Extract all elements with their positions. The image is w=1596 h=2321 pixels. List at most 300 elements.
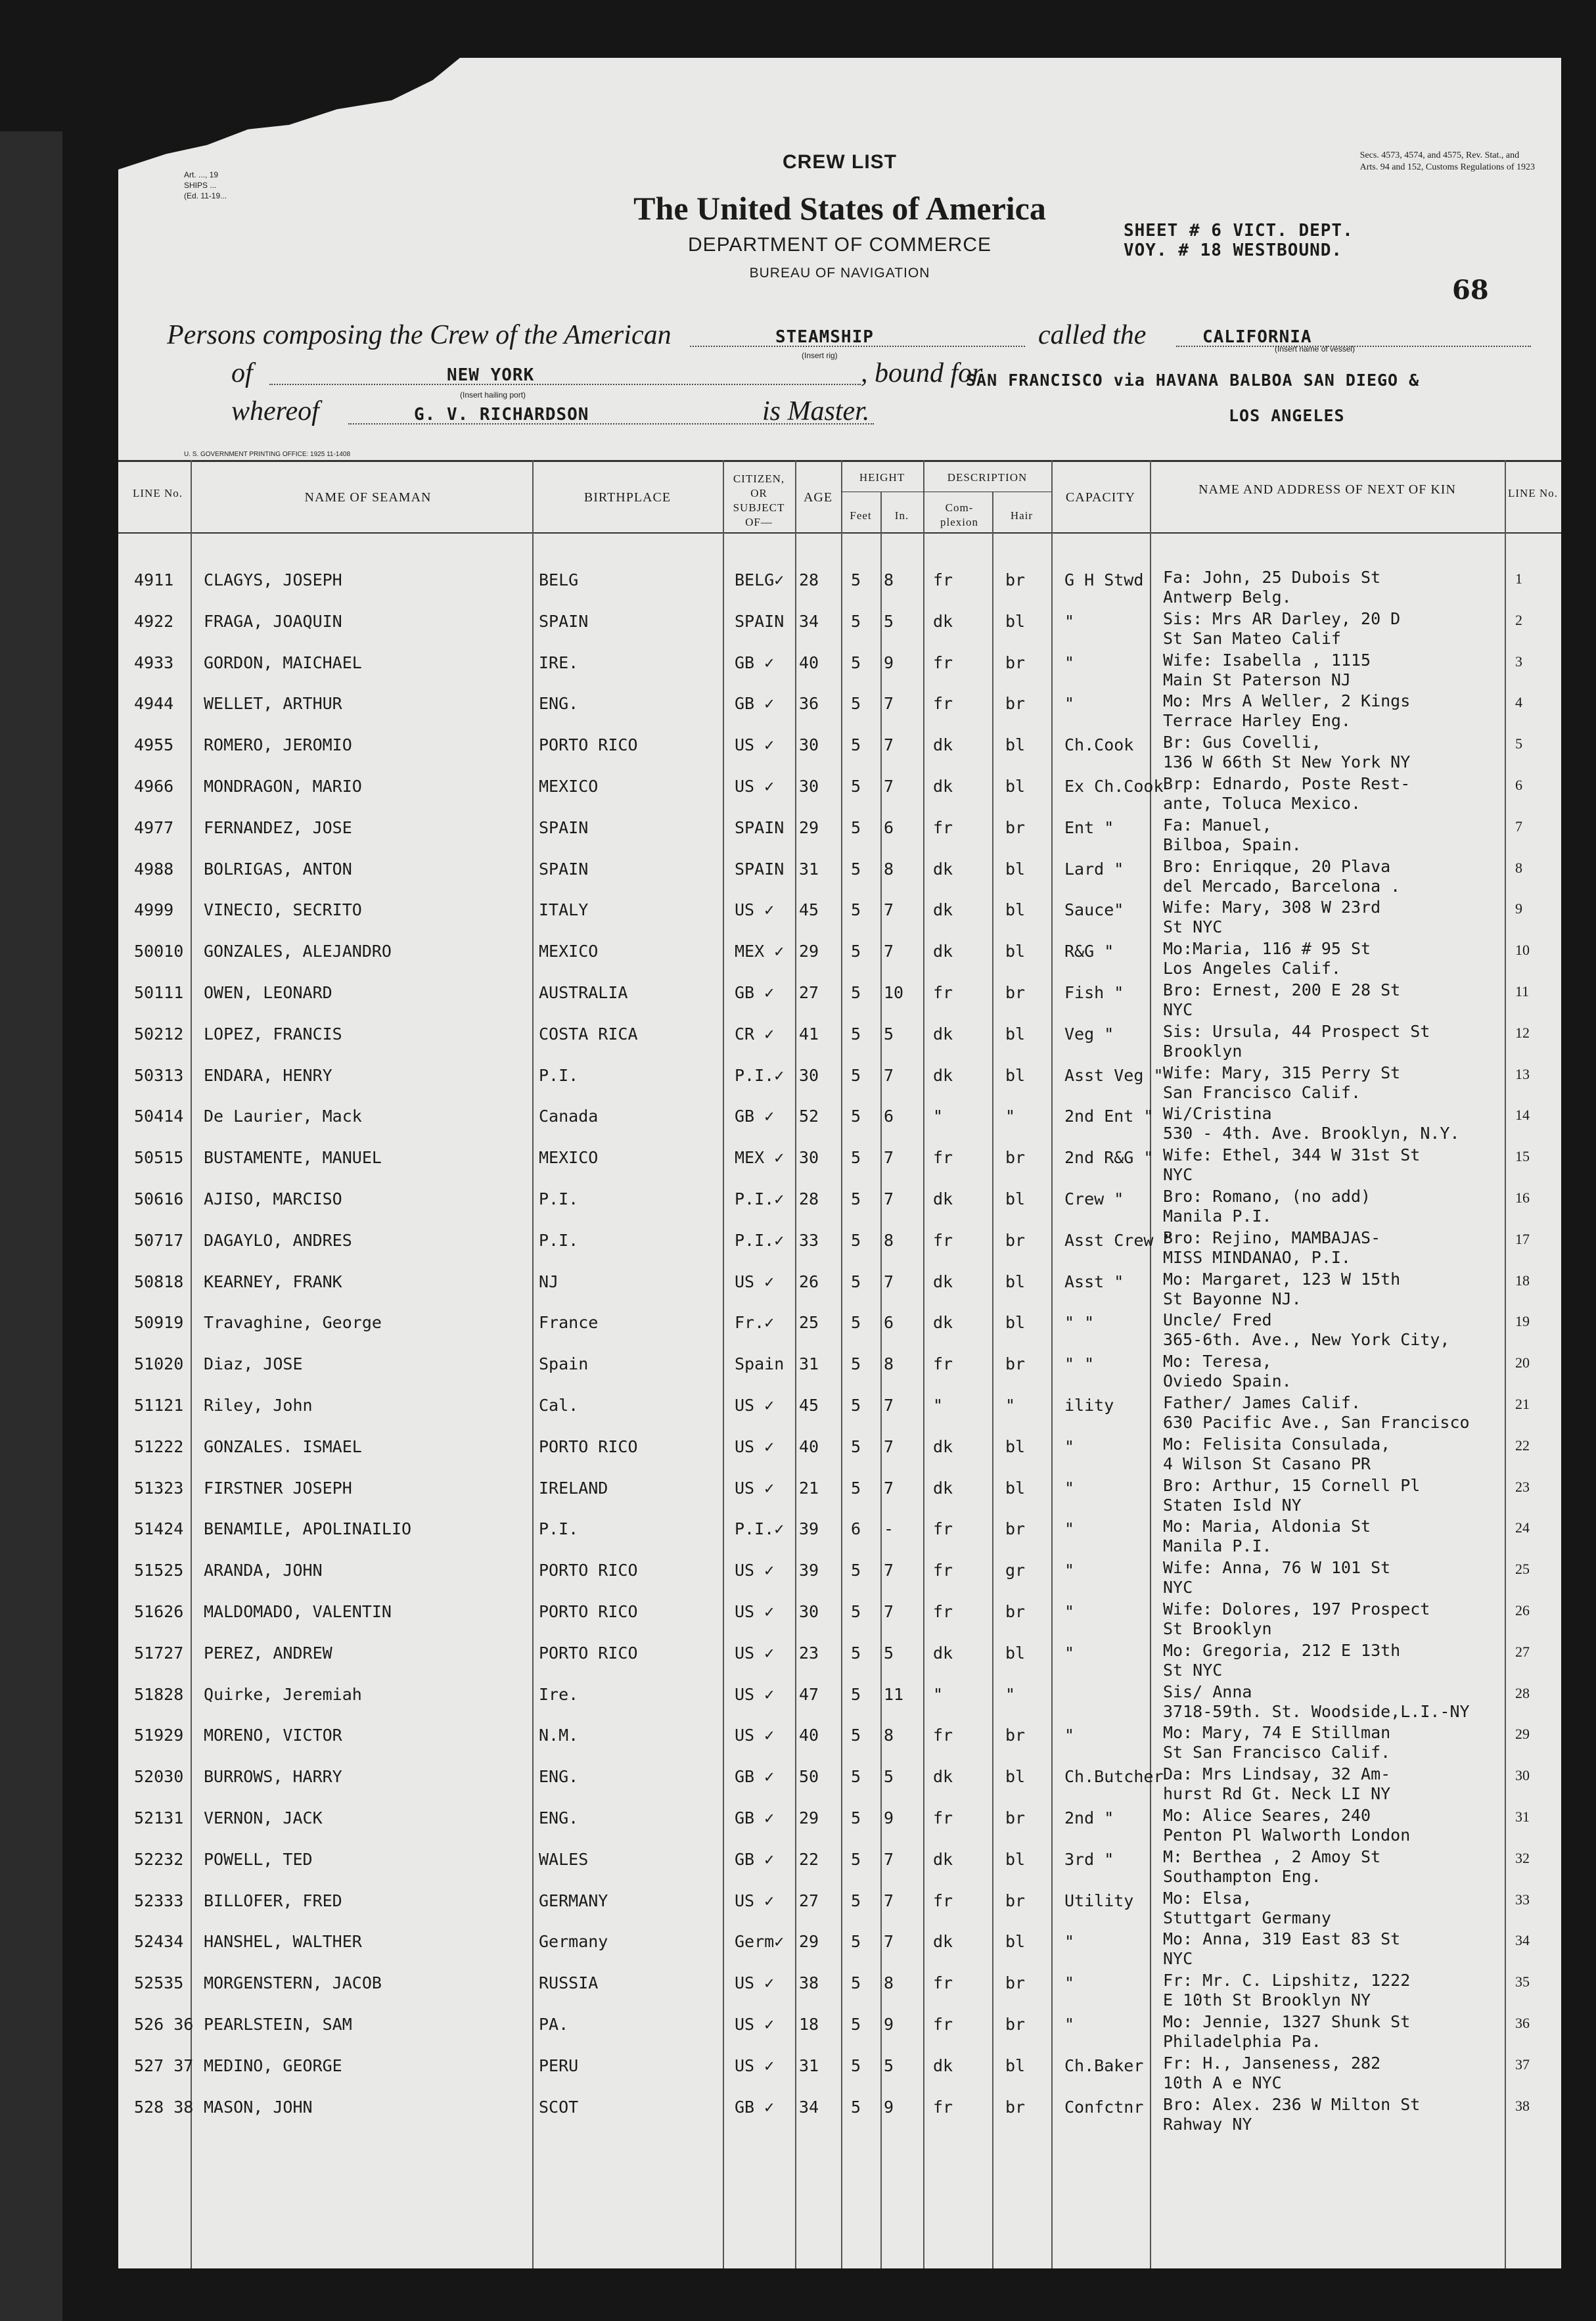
hair: br — [1005, 1519, 1026, 1539]
line-number: 50212 — [134, 1024, 184, 1044]
birthplace: SCOT — [539, 2097, 579, 2117]
height-feet: 5 — [851, 570, 861, 589]
complexion: fr — [933, 2097, 953, 2117]
hair: bl — [1005, 942, 1026, 961]
complexion: dk — [933, 1436, 953, 1456]
line-number-right: 12 — [1515, 1024, 1530, 1041]
line-number-right: 37 — [1515, 2056, 1530, 2073]
height-inches: 5 — [884, 1767, 894, 1787]
age: 28 — [799, 570, 819, 589]
birthplace: PA. — [539, 2015, 569, 2034]
line-number-right: 6 — [1515, 777, 1522, 793]
capacity: Lard " — [1064, 859, 1124, 879]
vessel-value: CALIFORNIA — [1202, 327, 1312, 347]
seaman-name: BENAMILE, APOLINAILIO — [204, 1519, 412, 1539]
line-number-right: 36 — [1515, 2015, 1530, 2031]
line-number: 4988 — [134, 859, 174, 879]
next-of-kin-line: Wife: Mary, 308 W 23rd — [1163, 898, 1381, 917]
table-row — [118, 1021, 1561, 1066]
line-number: 528 38 — [134, 2097, 194, 2117]
next-of-kin-line: Brooklyn — [1163, 1041, 1243, 1061]
hair: bl — [1005, 1643, 1026, 1663]
seaman-name: OWEN, LEONARD — [204, 983, 332, 1002]
capacity: R&G " — [1064, 942, 1114, 961]
next-of-kin — [1163, 651, 1371, 690]
line-number-right: 35 — [1515, 1973, 1530, 1990]
next-of-kin-line: Father/ James Calif. — [1163, 1393, 1361, 1412]
height-feet: 5 — [851, 1189, 861, 1208]
complexion: dk — [933, 1849, 953, 1869]
line-number-right: 3 — [1515, 653, 1522, 670]
height-feet: 5 — [851, 1478, 861, 1498]
line-number: 51222 — [134, 1436, 184, 1456]
seaman-name: MASON, JOHN — [204, 2097, 313, 2117]
seaman-name: BOLRIGAS, ANTON — [204, 859, 352, 879]
next-of-kin-line: 3718-59th. St. Woodside,L.I.-NY — [1163, 1701, 1470, 1721]
seaman-name: MORENO, VICTOR — [204, 1726, 342, 1745]
citizenship: GB ✓ — [735, 983, 775, 1002]
hair: br — [1005, 1973, 1026, 1993]
hair: " — [1005, 1684, 1016, 1704]
next-of-kin-line: Bilboa, Spain. — [1163, 835, 1302, 854]
line-number: 52131 — [134, 1808, 184, 1827]
rig-caption: (Insert rig) — [802, 351, 838, 360]
capacity: " — [1064, 1478, 1075, 1498]
capacity: Ch.Butcher — [1064, 1767, 1164, 1787]
height-inches: 5 — [884, 1024, 894, 1044]
capacity: " — [1064, 1436, 1075, 1456]
capacity: Veg " — [1064, 1024, 1114, 1044]
next-of-kin-line: Antwerp Belg. — [1163, 587, 1292, 607]
table-row — [118, 1189, 1561, 1231]
table-row — [118, 1063, 1561, 1107]
line-number: 4955 — [134, 735, 174, 755]
next-of-kin — [1163, 1393, 1470, 1433]
age: 52 — [799, 1107, 819, 1126]
birthplace: IRE. — [539, 653, 579, 672]
next-of-kin — [1163, 1929, 1400, 1969]
citizenship: US ✓ — [735, 900, 775, 920]
next-of-kin-line: hurst Rd Gt. Neck LI NY — [1163, 1784, 1391, 1804]
age: 34 — [799, 611, 819, 631]
line-number: 526 36 — [134, 2015, 194, 2034]
seaman-name: Travaghine, George — [204, 1313, 382, 1333]
height-feet: 5 — [851, 777, 861, 796]
line-number: 50919 — [134, 1313, 184, 1333]
citizenship: MEX ✓ — [735, 1148, 785, 1168]
citizenship: GB ✓ — [735, 1107, 775, 1126]
age: 31 — [799, 2056, 819, 2075]
height-feet: 5 — [851, 735, 861, 755]
capacity: " — [1064, 611, 1075, 631]
complexion: dk — [933, 1272, 953, 1291]
complexion: fr — [933, 983, 953, 1002]
line-number-right: 20 — [1515, 1354, 1530, 1371]
hair: br — [1005, 2097, 1026, 2117]
height-feet: 5 — [851, 1849, 861, 1869]
next-of-kin-line: ante, Toluca Mexico. — [1163, 794, 1361, 813]
hair: br — [1005, 1354, 1026, 1374]
height-inches: 8 — [884, 570, 894, 589]
of-label: of — [231, 358, 253, 388]
next-of-kin — [1163, 1806, 1410, 1845]
birthplace: MEXICO — [539, 1148, 599, 1168]
next-of-kin-line: Oviedo Spain. — [1163, 1371, 1292, 1391]
height-inches: 5 — [884, 1643, 894, 1663]
next-of-kin-line: M: Berthea , 2 Amoy St — [1163, 1847, 1381, 1866]
persons-label: Persons composing the Crew of the American — [167, 320, 672, 350]
port-value: NEW YORK — [447, 365, 535, 385]
citizenship: US ✓ — [735, 1561, 775, 1580]
table-row — [118, 1519, 1561, 1561]
complexion: fr — [933, 1148, 953, 1168]
col-hair: Hair — [1010, 509, 1034, 522]
capacity: Asst Veg " — [1064, 1065, 1164, 1085]
next-of-kin — [1163, 1352, 1292, 1391]
height-feet: 5 — [851, 900, 861, 920]
next-of-kin — [1163, 2012, 1410, 2052]
age: 21 — [799, 1478, 819, 1498]
capacity: " — [1064, 694, 1075, 714]
complexion: dk — [933, 777, 953, 796]
capacity: " — [1064, 1602, 1075, 1621]
table-row — [118, 1682, 1561, 1726]
next-of-kin-line: Mo: Margaret, 123 W 15th — [1163, 1269, 1401, 1289]
citizenship: US ✓ — [735, 1478, 775, 1498]
height-feet: 5 — [851, 1148, 861, 1168]
table-row — [118, 1929, 1561, 1973]
table-row — [118, 1104, 1561, 1148]
next-of-kin — [1163, 1310, 1450, 1350]
line-number-right: 8 — [1515, 859, 1522, 876]
height-feet: 5 — [851, 1767, 861, 1787]
next-of-kin — [1163, 939, 1371, 978]
birthplace: France — [539, 1313, 599, 1333]
line-number: 50818 — [134, 1272, 184, 1291]
citizenship: P.I.✓ — [735, 1189, 785, 1208]
height-feet: 5 — [851, 611, 861, 631]
birthplace: ENG. — [539, 1767, 579, 1787]
master-label: is Master. — [762, 396, 870, 426]
line-number-right: 32 — [1515, 1849, 1530, 1866]
next-of-kin — [1163, 1599, 1430, 1639]
complexion: dk — [933, 942, 953, 961]
complexion: fr — [933, 570, 953, 589]
line-number: 4911 — [134, 570, 174, 589]
height-inches: 7 — [884, 735, 894, 755]
line-number: 4922 — [134, 611, 174, 631]
line-number-right: 7 — [1515, 817, 1522, 835]
capacity: " — [1064, 1973, 1075, 1993]
capacity: 2nd Ent " — [1064, 1107, 1154, 1126]
next-of-kin-line: Bro: Rejino, MAMBAJAS- — [1163, 1228, 1381, 1247]
country-title: The United States of America — [633, 190, 1046, 227]
rig-value: STEAMSHIP — [775, 327, 874, 347]
seaman-name: WELLET, ARTHUR — [204, 694, 342, 714]
age: 31 — [799, 1354, 819, 1374]
age: 45 — [799, 1396, 819, 1415]
next-of-kin-line: 630 Pacific Ave., San Francisco — [1163, 1413, 1470, 1432]
birthplace: P.I. — [539, 1230, 579, 1250]
line-number: 50010 — [134, 942, 184, 961]
next-of-kin-line: Mo: Mary, 74 E Stillman — [1163, 1723, 1391, 1743]
hair: br — [1005, 2015, 1026, 2034]
table-row — [118, 1269, 1561, 1314]
col-name: NAME OF SEAMAN — [304, 490, 432, 505]
citizenship: CR ✓ — [735, 1024, 775, 1044]
citizenship: US ✓ — [735, 777, 775, 796]
seaman-name: MALDOMADO, VALENTIN — [204, 1602, 392, 1621]
citizenship: US ✓ — [735, 2015, 775, 2034]
birthplace: BELG — [539, 570, 579, 589]
seaman-name: De Laurier, Mack — [204, 1107, 362, 1126]
seaman-name: GORDON, MAICHAEL — [204, 653, 362, 672]
next-of-kin — [1163, 1723, 1390, 1762]
whereof-label: whereof — [231, 396, 319, 426]
capacity: Sauce" — [1064, 900, 1124, 920]
height-feet: 5 — [851, 1602, 861, 1621]
height-feet: 5 — [851, 1808, 861, 1827]
seaman-name: MEDINO, GEORGE — [204, 2056, 342, 2075]
next-of-kin-line: Manila P.I. — [1163, 1206, 1272, 1226]
height-inches: 9 — [884, 1808, 894, 1827]
master-value: G. V. RICHARDSON — [414, 405, 589, 425]
height-feet: 5 — [851, 1973, 861, 1993]
age: 18 — [799, 2015, 819, 2034]
capacity: 3rd " — [1064, 1849, 1114, 1869]
age: 31 — [799, 859, 819, 879]
citizenship: GB ✓ — [735, 2097, 775, 2117]
next-of-kin-line: 10th A e NYC — [1163, 2073, 1282, 2092]
complexion: dk — [933, 1478, 953, 1498]
height-feet: 5 — [851, 1065, 861, 1085]
height-feet: 5 — [851, 1107, 861, 1126]
next-of-kin-line: NYC — [1163, 1000, 1193, 1019]
height-feet: 5 — [851, 1726, 861, 1745]
height-inches: 9 — [884, 653, 894, 672]
height-feet: 5 — [851, 983, 861, 1002]
height-feet: 5 — [851, 1561, 861, 1580]
seaman-name: Diaz, JOSE — [204, 1354, 303, 1374]
complexion: dk — [933, 1932, 953, 1952]
citizenship: SPAIN — [735, 611, 785, 631]
citizenship: US ✓ — [735, 1973, 775, 1993]
next-of-kin-line: St NYC — [1163, 1660, 1223, 1680]
next-of-kin-line: Manila P.I. — [1163, 1536, 1272, 1556]
hair: bl — [1005, 1065, 1026, 1085]
line-number-right: 31 — [1515, 1808, 1530, 1825]
age: 39 — [799, 1561, 819, 1580]
age: 34 — [799, 2097, 819, 2117]
birthplace: PORTO RICO — [539, 1436, 638, 1456]
birthplace: Spain — [539, 1354, 589, 1374]
citizenship: P.I.✓ — [735, 1519, 785, 1539]
height-feet: 5 — [851, 1230, 861, 1250]
next-of-kin-line: 136 W 66th St New York NY — [1163, 752, 1411, 772]
next-of-kin-line: Rahway NY — [1163, 2114, 1252, 2134]
capacity: " — [1064, 1643, 1075, 1663]
next-of-kin-line: Staten Isld NY — [1163, 1495, 1302, 1515]
line-number-right: 26 — [1515, 1602, 1530, 1619]
next-of-kin-line: Southampton Eng. — [1163, 1866, 1321, 1886]
line-number-right: 29 — [1515, 1726, 1530, 1743]
seaman-name: HANSHEL, WALTHER — [204, 1932, 362, 1952]
next-of-kin-line: Mo: Maria, Aldonia St — [1163, 1517, 1371, 1536]
next-of-kin-line: E 10th St Brooklyn NY — [1163, 1990, 1371, 2010]
next-of-kin-line: Fr: Mr. C. Lipshitz, 1222 — [1163, 1971, 1411, 1990]
col-age: AGE — [803, 490, 833, 505]
height-inches: 9 — [884, 2097, 894, 2117]
height-feet: 6 — [851, 1519, 861, 1539]
next-of-kin-line: Wife: Mary, 315 Perry St — [1163, 1063, 1401, 1082]
hair: br — [1005, 1891, 1026, 1910]
age: 29 — [799, 817, 819, 837]
height-feet: 5 — [851, 1396, 861, 1415]
line-number-right: 34 — [1515, 1932, 1530, 1949]
seaman-name: Riley, John — [204, 1396, 313, 1415]
next-of-kin — [1163, 898, 1380, 937]
next-of-kin-line: Fa: Manuel, — [1163, 815, 1272, 835]
line-number: 52434 — [134, 1932, 184, 1952]
seaman-name: VERNON, JACK — [204, 1808, 323, 1827]
next-of-kin — [1163, 1270, 1400, 1309]
line-number-right: 38 — [1515, 2097, 1530, 2114]
capacity: Ex Ch.Cook — [1064, 777, 1164, 796]
age: 25 — [799, 1313, 819, 1333]
complexion: fr — [933, 1726, 953, 1745]
hair: bl — [1005, 1313, 1026, 1333]
line-number-right: 23 — [1515, 1478, 1530, 1495]
height-feet: 5 — [851, 2056, 861, 2075]
line-number: 51424 — [134, 1519, 184, 1539]
hair: bl — [1005, 1024, 1026, 1044]
height-inches: - — [884, 1519, 894, 1539]
table-row — [118, 980, 1561, 1024]
sheet-info: SHEET # 6 VICT. DEPT. VOY. # 18 WESTBOUND. — [1124, 221, 1354, 260]
line-number: 50111 — [134, 983, 184, 1002]
height-inches: 7 — [884, 1891, 894, 1910]
height-inches: 6 — [884, 1313, 894, 1333]
complexion: dk — [933, 900, 953, 920]
line-number-right: 19 — [1515, 1313, 1530, 1330]
next-of-kin — [1163, 1971, 1410, 2010]
capacity: " " — [1064, 1313, 1095, 1333]
line-number-right: 11 — [1515, 983, 1530, 1000]
complexion: fr — [933, 2015, 953, 2034]
seaman-name: FIRSTNER JOSEPH — [204, 1478, 352, 1498]
vessel-caption: (Insert name of vessel) — [1275, 344, 1356, 354]
birthplace: MEXICO — [539, 942, 599, 961]
next-of-kin — [1163, 1104, 1460, 1143]
next-of-kin — [1163, 774, 1410, 814]
hair: br — [1005, 1230, 1026, 1250]
height-inches: 7 — [884, 1148, 894, 1168]
next-of-kin — [1163, 733, 1410, 772]
line-number-right: 16 — [1515, 1189, 1530, 1206]
line-number-right: 24 — [1515, 1519, 1530, 1536]
next-of-kin-line: NYC — [1163, 1578, 1193, 1597]
hair: br — [1005, 653, 1026, 672]
birthplace: IRELAND — [539, 1478, 608, 1498]
capacity: Asst " — [1064, 1272, 1124, 1291]
height-inches: 7 — [884, 900, 894, 920]
hair: bl — [1005, 611, 1026, 631]
capacity: " — [1064, 1932, 1075, 1952]
next-of-kin-line: Bro: Enriqque, 20 Plava — [1163, 856, 1391, 876]
complexion: dk — [933, 611, 953, 631]
height-inches: 8 — [884, 1230, 894, 1250]
complexion: dk — [933, 1313, 953, 1333]
next-of-kin-line: Sis/ Anna — [1163, 1682, 1252, 1701]
citizenship: US ✓ — [735, 1436, 775, 1456]
height-inches: 7 — [884, 694, 894, 714]
birthplace: ITALY — [539, 900, 589, 920]
citizenship: GB ✓ — [735, 694, 775, 714]
next-of-kin — [1163, 1641, 1400, 1680]
line-number-right: 1 — [1515, 570, 1522, 587]
hair: bl — [1005, 1849, 1026, 1869]
birthplace: P.I. — [539, 1519, 579, 1539]
height-feet: 5 — [851, 1313, 861, 1333]
line-number-right: 4 — [1515, 694, 1522, 711]
birthplace: GERMANY — [539, 1891, 608, 1910]
line-number: 51121 — [134, 1396, 184, 1415]
line-number: 50313 — [134, 1065, 184, 1085]
seaman-name: ENDARA, HENRY — [204, 1065, 332, 1085]
next-of-kin-line: 4 Wilson St Casano PR — [1163, 1454, 1371, 1473]
age: 40 — [799, 1436, 819, 1456]
age: 33 — [799, 1230, 819, 1250]
complexion: fr — [933, 653, 953, 672]
seaman-name: KEARNEY, FRANK — [204, 1272, 342, 1291]
table-row — [118, 1354, 1561, 1396]
height-feet: 5 — [851, 1436, 861, 1456]
complexion: " — [933, 1684, 944, 1704]
capacity: Asst Crew " — [1064, 1230, 1174, 1250]
next-of-kin — [1163, 1435, 1390, 1474]
table-row — [118, 1847, 1561, 1891]
next-of-kin-line: 365-6th. Ave., New York City, — [1163, 1330, 1450, 1350]
line-number: 51828 — [134, 1684, 184, 1704]
next-of-kin — [1163, 2095, 1420, 2134]
seaman-name: AJISO, MARCISO — [204, 1189, 342, 1208]
citizenship: US ✓ — [735, 1726, 775, 1745]
line-number: 50616 — [134, 1189, 184, 1208]
table-row — [118, 900, 1561, 942]
birthplace: WALES — [539, 1849, 589, 1869]
birthplace: Ire. — [539, 1684, 579, 1704]
birthplace: SPAIN — [539, 859, 589, 879]
hair: bl — [1005, 1767, 1026, 1787]
seaman-name: BILLOFER, FRED — [204, 1891, 342, 1910]
age: 22 — [799, 1849, 819, 1869]
table-top-rule — [118, 460, 1561, 462]
seaman-name: MONDRAGON, MARIO — [204, 777, 362, 796]
col-inches: In. — [894, 509, 909, 522]
birthplace: SPAIN — [539, 817, 589, 837]
next-of-kin-line: Bro: Alex. 236 W Milton St — [1163, 2094, 1421, 2114]
line-number: 4999 — [134, 900, 174, 920]
citizenship: US ✓ — [735, 1396, 775, 1415]
complexion: fr — [933, 817, 953, 837]
page-number: 68 — [1452, 275, 1489, 306]
height-feet: 5 — [851, 694, 861, 714]
table-row — [118, 856, 1561, 901]
line-number: 51727 — [134, 1643, 184, 1663]
next-of-kin-line: Bro: Arthur, 15 Cornell Pl — [1163, 1475, 1421, 1495]
table-row — [118, 1310, 1561, 1354]
hair: br — [1005, 1808, 1026, 1827]
